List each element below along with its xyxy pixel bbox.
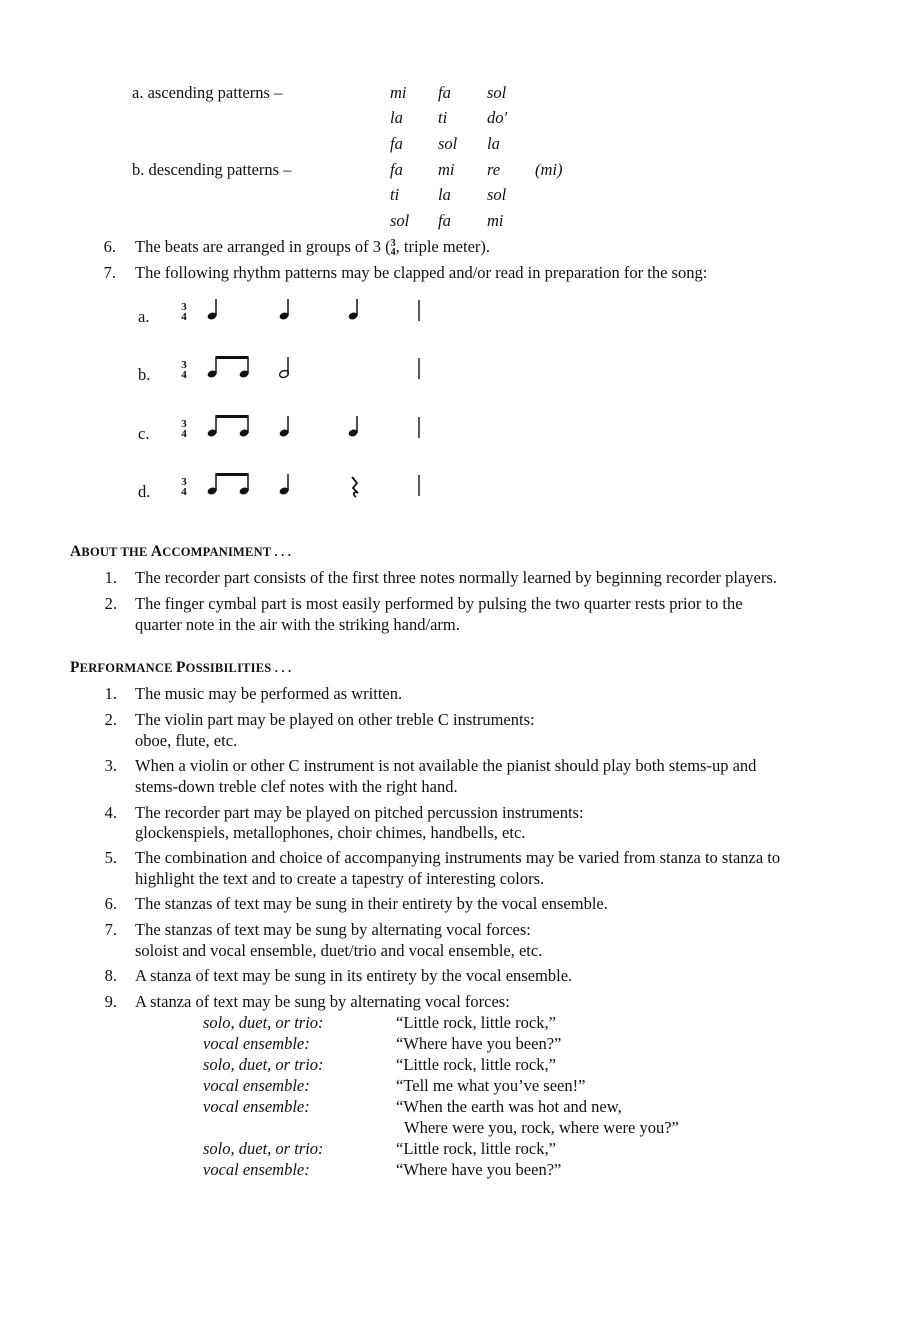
accomp-item-2-line: quarter note in the air with the striking hand/arm. (135, 615, 460, 634)
solfege-d-1-1: fa (390, 160, 403, 179)
perf-item-1-line: The music may be performed as written. (135, 684, 403, 703)
perf-item-8-line: A stanza of text may be sung in its entirety by the vocal ensemble. (135, 966, 573, 985)
tsig-bottom: 4 (181, 311, 187, 323)
solfege-d-3-1: sol (390, 211, 410, 230)
eighth-note-pair (207, 356, 250, 379)
stanza-voice: vocal ensemble: (203, 1160, 310, 1179)
solfege-d-1-3: re (487, 160, 501, 179)
perf-item-9-number: 9. (104, 992, 117, 1011)
solfege-a-3-2: sol (438, 134, 458, 153)
solfege-a-2-1: la (390, 108, 403, 127)
solfege-a-3-3: la (487, 134, 500, 153)
heading-cap: A (150, 543, 163, 560)
heading-accompaniment (70, 543, 291, 561)
solfege-d-3-2: fa (438, 211, 451, 230)
quarter-note (279, 416, 290, 438)
solfege-d-2-2: la (438, 185, 451, 204)
heading-cap: P (70, 659, 80, 676)
accomp-item-1-line: The recorder part consists of the first three notes normally learned by beginning recorder players. (135, 568, 777, 587)
solfege-a-3-1: fa (390, 134, 403, 153)
time-signature (179, 302, 189, 322)
heading-cap: A (70, 543, 82, 560)
tsig-top: 3 (181, 418, 187, 430)
item-7-number: 7. (103, 263, 116, 282)
item-6-text (135, 237, 490, 257)
perf-item-5-number: 5. (104, 848, 117, 867)
stanza-voice: vocal ensemble: (203, 1097, 310, 1116)
heading-performance (70, 659, 291, 677)
perf-item-4-line: The recorder part may be played on pitched percussion instruments: (135, 803, 584, 822)
item-6-number: 6. (103, 237, 116, 256)
stanza-voice: solo, duet, or trio: (203, 1055, 324, 1074)
perf-item-6-number: 6. (104, 894, 117, 913)
perf-item-6-line: The stanzas of text may be sung in their entirety by the vocal ensemble. (135, 894, 608, 913)
half-note (279, 357, 290, 379)
solfege-a-2-3: do' (487, 108, 508, 127)
item-6-text-a: The beats are arranged in groups of 3 ( (135, 237, 391, 256)
perf-item-7-number: 7. (104, 920, 117, 939)
stanza-voice: vocal ensemble: (203, 1034, 310, 1053)
stanza-text: Where were you, rock, where were you?” (404, 1118, 679, 1137)
tsig-top: 3 (181, 359, 187, 371)
perf-item-7-line: soloist and vocal ensemble, duet/trio and vocal ensemble, etc. (135, 941, 543, 960)
heading-small: OSSIBILITIES . . . (185, 661, 292, 675)
rhythm-d-notes (200, 467, 430, 507)
perf-item-1-number: 1. (104, 684, 117, 703)
stanza-text: “Little rock, little rock,” (396, 1139, 556, 1158)
descending-label: b. descending patterns – (132, 160, 292, 179)
solfege-d-3-3: mi (487, 211, 504, 230)
stanza-voice: solo, duet, or trio: (203, 1013, 324, 1032)
perf-item-2-line: The violin part may be played on other treble C instruments: (135, 710, 535, 729)
quarter-note (279, 299, 290, 321)
perf-item-8-number: 8. (104, 966, 117, 985)
perf-item-7-line: The stanzas of text may be sung by alternating vocal forces: (135, 920, 531, 939)
heading-small: ERFORMANCE (79, 661, 176, 675)
rhythm-a-notes (200, 292, 430, 332)
stanza-text: “Where have you been?” (396, 1160, 562, 1179)
stanza-text: “When the earth was hot and new, (396, 1097, 622, 1116)
tsig-bottom: 4 (181, 486, 187, 498)
rhythm-label: a. (138, 307, 150, 326)
tsig-top: 3 (181, 301, 187, 313)
eighth-note-pair (207, 473, 250, 496)
rhythm-label: d. (138, 482, 151, 501)
rhythm-b-notes (200, 350, 430, 390)
stanza-voice: vocal ensemble: (203, 1076, 310, 1095)
perf-item-4-line: glockenspiels, metallophones, choir chimes, handbells, etc. (135, 823, 526, 842)
rhythm-label: c. (138, 424, 150, 443)
quarter-note (279, 474, 290, 496)
solfege-a-1-3: sol (487, 83, 507, 102)
quarter-rest (352, 477, 358, 497)
tsig-top: 3 (181, 476, 187, 488)
stanza-text: “Tell me what you’ve seen!” (396, 1076, 586, 1095)
time-signature (179, 477, 189, 497)
accomp-item-2-line: The finger cymbal part is most easily performed by pulsing the two quarter rests prior to the (135, 594, 743, 613)
tsig-bottom: 4 (181, 369, 187, 381)
solfege-d-2-3: sol (487, 185, 507, 204)
heading-small: BOUT THE (81, 545, 151, 559)
eighth-note-pair (207, 415, 250, 438)
stanza-text: “Little rock, little rock,” (396, 1055, 556, 1074)
quarter-note (207, 299, 218, 321)
solfege-d-1-2: mi (438, 160, 455, 179)
perf-item-2-line: oboe, flute, etc. (135, 731, 238, 750)
solfege-a-1-1: mi (390, 83, 407, 102)
perf-item-4-number: 4. (104, 803, 117, 822)
perf-item-9-line: A stanza of text may be sung by alternating vocal forces: (135, 992, 510, 1011)
accomp-item-1-number: 1. (104, 568, 117, 587)
solfege-d-2-1: ti (390, 185, 400, 204)
stanza-text: “Where have you been?” (396, 1034, 562, 1053)
perf-item-3-line: stems-down treble clef notes with the right hand. (135, 777, 458, 796)
stanza-voice: solo, duet, or trio: (203, 1139, 324, 1158)
perf-item-3-number: 3. (104, 756, 117, 775)
item-7-text: The following rhythm patterns may be clapped and/or read in preparation for the song: (135, 263, 708, 282)
accomp-item-2-number: 2. (104, 594, 117, 613)
time-signature (179, 360, 189, 380)
ascending-label: a. ascending patterns – (132, 83, 283, 102)
heading-cap: P (175, 659, 186, 676)
quarter-note (348, 299, 359, 321)
tsig-bottom: 4 (181, 428, 187, 440)
perf-item-2-number: 2. (104, 710, 117, 729)
quarter-note (348, 416, 359, 438)
time-signature (179, 419, 189, 439)
stanza-text: “Little rock, little rock,” (396, 1013, 556, 1032)
tsig-top: 3 (390, 238, 396, 249)
perf-item-5-line: highlight the text and to create a tapestry of interesting colors. (135, 869, 545, 888)
item-6-text-b: , triple meter). (395, 237, 491, 256)
rhythm-label: b. (138, 365, 151, 384)
perf-item-3-line: When a violin or other C instrument is not available the pianist should play both stems-up and (135, 756, 757, 775)
perf-item-5-line: The combination and choice of accompanying instruments may be varied from stanza to stanza to (135, 848, 781, 867)
solfege-d-1-4: (mi) (535, 160, 563, 179)
tsig-bottom: 4 (390, 247, 396, 258)
heading-small: CCOMPANIMENT . . . (162, 545, 292, 559)
solfege-a-2-2: ti (438, 108, 448, 127)
solfege-a-1-2: fa (438, 83, 451, 102)
rhythm-c-notes (200, 409, 430, 449)
